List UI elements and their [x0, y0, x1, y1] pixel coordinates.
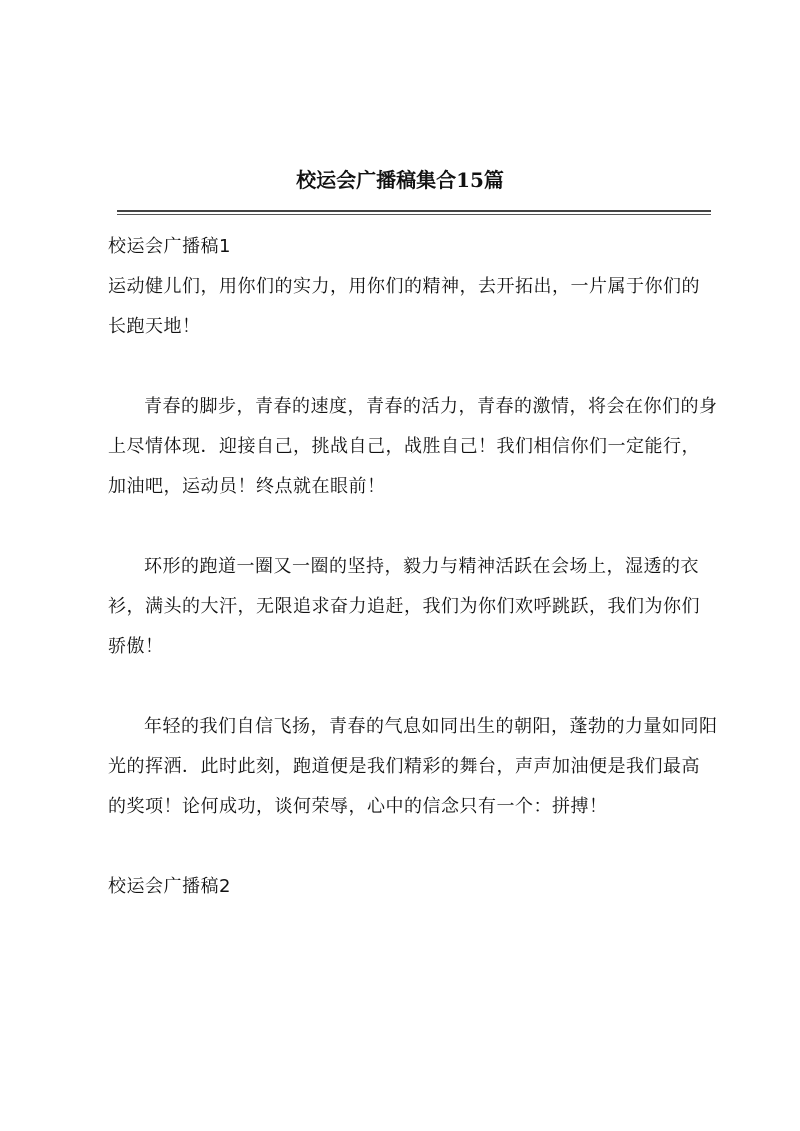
section-heading: 校运会广播稿2 [108, 876, 231, 897]
paragraph: 环形的跑道一圈又一圈的坚持，毅力与精神活跃在会场上，湿透的衣衫，满头的大汗，无限追求奋力追赶，我们为你们欢呼跳跃，我们为你们骄傲！ [108, 556, 700, 657]
title-divider-thick [117, 210, 711, 212]
title-divider-thin [117, 214, 711, 215]
paragraph: 运动健儿们，用你们的实力，用你们的精神，去开拓出，一片属于你们的长跑天地！ [108, 276, 700, 337]
document-title: 校运会广播稿集合15篇 [296, 168, 504, 192]
paragraph: 年轻的我们自信飞扬，青春的气息如同出生的朝阳，蓬勃的力量如同阳光的挥洒．此时此刻，跑道便是我们精彩的舞台，声声加油便是我们最高的奖项！论何成功，谈何荣辱，心中的信念只有一个：拼搏！ [108, 716, 718, 817]
paragraph: 青春的脚步，青春的速度，青春的活力，青春的激情，将会在你们的身上尽情体现．迎接自己，挑战自己，战胜自己！我们相信你们一定能行，加油吧，运动员！终点就在眼前！ [108, 396, 718, 497]
document-body [108, 227, 718, 907]
section-heading: 校运会广播稿1 [108, 236, 231, 257]
